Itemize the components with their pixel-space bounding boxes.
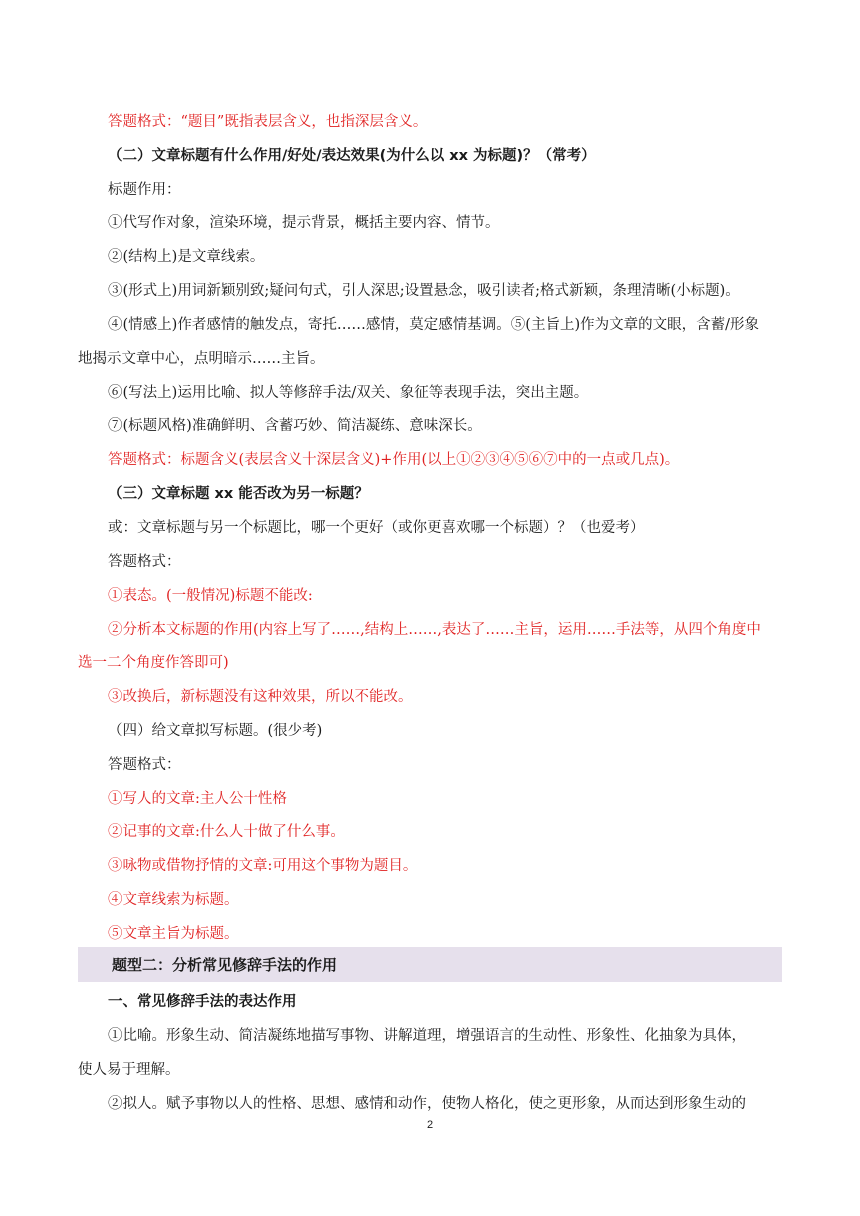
- text-line: 使人易于理解。: [78, 1062, 180, 1078]
- banner-title: 题型二：分析常见修辞手法的作用: [112, 956, 338, 974]
- section-heading: （四）给文章拟写标题。(很少考): [108, 723, 323, 739]
- text-line: ①比喻。形象生动、简洁凝练地描写事物、讲解道理，增强语言的生动性、形象性、化抽象为具体，: [108, 1028, 746, 1044]
- answer-line: ①写人的文章:主人公十性格: [108, 791, 287, 807]
- answer-line: ②记事的文章:什么人十做了什么事。: [108, 824, 345, 840]
- text-line: 地揭示文章中心，点明暗示……主旨。: [78, 351, 325, 367]
- text-line: 或：文章标题与另一个标题比，哪一个更好（或你更喜欢哪一个标题）？（也爱考）: [108, 520, 645, 536]
- answer-line: ④文章线索为标题。: [108, 892, 239, 908]
- text-line: 答题格式：: [108, 757, 181, 773]
- text-line: ④(情感上)作者感情的触发点，寄托……感情，莫定感情基调。⑤(主旨上)作为文章的文眼，含蓄/形象: [108, 317, 760, 333]
- page-number: 2: [426, 1119, 434, 1131]
- answer-line: ②分析本文标题的作用(内容上写了……,结构上……,表达了……主旨，运用……手法等，从四个角度中: [108, 622, 761, 638]
- section-heading: （二）文章标题有什么作用/好处/表达效果(为什么以 xx 为标题)？（常考）: [108, 148, 596, 164]
- answer-line: 选一二个角度作答即可): [78, 655, 229, 671]
- text-line: ⑦(标题风格)准确鲜明、含蓄巧妙、简洁凝练、意味深长。: [108, 418, 482, 434]
- text-line: ②(结构上)是文章线索。: [108, 249, 265, 265]
- answer-format-line: 答题格式：“题目”既指表层含义，也指深层含义。: [108, 114, 428, 130]
- subsection-heading: 一、常见修辞手法的表达作用: [108, 994, 297, 1010]
- answer-format-line: 答题格式：标题含义(表层含义十深层含义)+作用(以上①②③④⑤⑥⑦中的一点或几点)。: [108, 452, 680, 468]
- text-line: ①代写作对象，渲染环境，提示背景，概括主要内容、情节。: [108, 215, 500, 231]
- text-line: ⑥(写法上)运用比喻、拟人等修辞手法/双关、象征等表现手法，突出主题。: [108, 385, 589, 401]
- answer-line: ①表态。(一般情况)标题不能改:: [108, 588, 313, 604]
- answer-line: ③咏物或借物抒情的文章:可用这个事物为题目。: [108, 858, 418, 874]
- text-line: 答题格式：: [108, 554, 181, 570]
- text-line: 标题作用：: [108, 182, 181, 198]
- answer-line: ③改换后，新标题没有这种效果，所以不能改。: [108, 689, 413, 705]
- text-line: ③(形式上)用词新颖别致;疑问句式，引人深思;设置悬念，吸引读者;格式新颖，条理清晰(小标题)。: [108, 283, 740, 299]
- answer-line: ⑤文章主旨为标题。: [108, 926, 239, 942]
- text-line: ②拟人。赋予事物以人的性格、思想、感情和动作，使物人格化，使之更形象，从而达到形象生动的: [108, 1096, 746, 1112]
- section-heading: （三）文章标题 xx 能否改为另一标题？: [108, 486, 369, 502]
